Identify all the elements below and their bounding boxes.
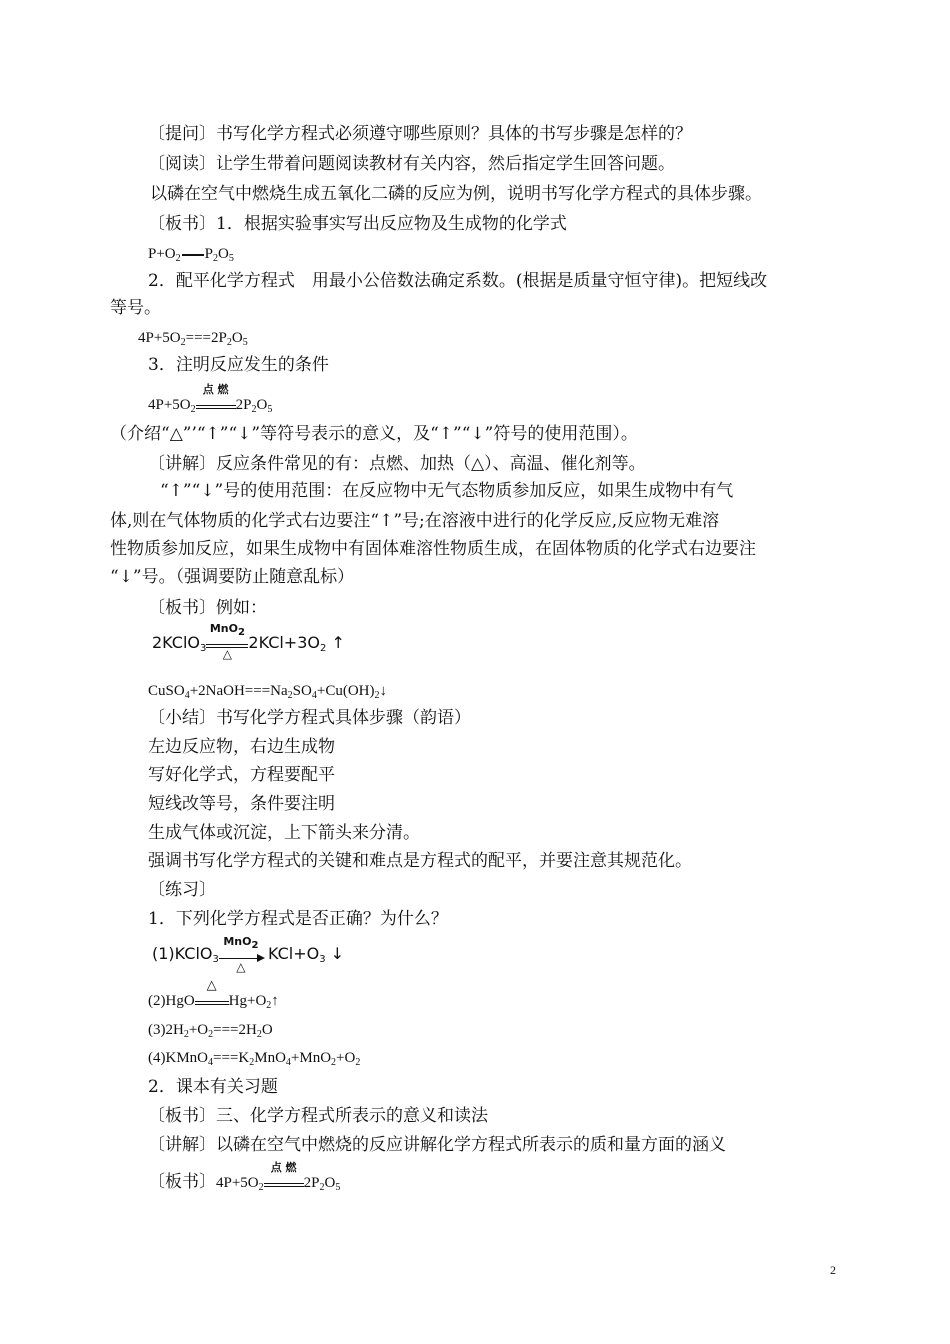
emphasis-line: 强调书写化学方程式的关键和难点是方程式的配平，并要注意其规范化。 bbox=[148, 851, 692, 871]
practice-eq-4: $(4)KMnO_4===K_2MnO_4+MnO_2+O_2$ bbox=[148, 1050, 361, 1068]
intro-line: 以磷在空气中燃烧生成五氧化二磷的反应为例，说明书写化学方程式的具体步骤。 bbox=[150, 184, 762, 204]
explain-conditions: 〔讲解〕反应条件常见的有：点燃、加热（△）、高温、催化剂等。 bbox=[148, 454, 646, 474]
rhyme-line-1: 左边反应物，右边生成物 bbox=[148, 737, 335, 757]
board-step1: 〔板书〕1．根据实验事实写出反应物及生成物的化学式 bbox=[148, 214, 567, 234]
board-step2-cont: 等号。 bbox=[110, 298, 161, 318]
summary-title: 〔小结〕书写化学方程式具体步骤（韵语） bbox=[148, 708, 471, 728]
rhyme-line-2: 写好化学式，方程要配平 bbox=[148, 765, 335, 785]
equation-cuso4: $CuSO_4+2NaOH===Na_2SO_4+Cu(OH)_2↓$ bbox=[148, 683, 387, 701]
condition-ignite: 点 燃 bbox=[202, 383, 229, 396]
rhyme-line-3: 短线改等号，条件要注明 bbox=[148, 794, 335, 814]
board-section3: 〔板书〕三、化学方程式所表示的意义和读法 bbox=[148, 1106, 488, 1126]
arrow-usage-2: 体,则在气体物质的化学式右边要注“↑”号;在溶液中进行的化学反应,反应物无难溶 bbox=[110, 511, 720, 531]
practice-title: 〔练习〕 bbox=[148, 880, 216, 900]
practice-q1: 1．下列化学方程式是否正确？为什么？ bbox=[148, 909, 448, 929]
explain-meaning: 〔讲解〕以磷在空气中燃烧的反应讲解化学方程式所表示的质和量方面的涵义 bbox=[148, 1135, 726, 1155]
equation-kclo3: 2KClO$_3$ MnO$_2$ △ $2KCl+3O_2$ ↑ bbox=[152, 622, 345, 661]
arrow-usage-1: “↑”“↓”号的使用范围：在反应物中无气态物质参加反应，如果生成物中有气 bbox=[160, 481, 734, 501]
page-number: 2 bbox=[830, 1263, 836, 1277]
equation-unbalanced: $P+O_2$ $P_2O_5$ bbox=[148, 246, 234, 264]
practice-q2: 2．课本有关习题 bbox=[148, 1077, 278, 1097]
arrow-usage-4: “↓”号。（强调要防止随意乱标） bbox=[110, 567, 355, 587]
board-final-equation: 〔板书〕$4P+5O_2$ 点 燃 $2P_2O_5$ bbox=[148, 1161, 341, 1193]
equation-balanced: $4P+5O_2===2P_2O_5$ bbox=[138, 330, 248, 348]
symbol-intro: （介绍“△”’“↑”“↓”等符号表示的意义，及“↑”“↓”符号的使用范围）。 bbox=[110, 424, 638, 444]
practice-eq-1: (1)KClO$_3$ MnO$_2$ △ $KCl+O_3$ ↓ bbox=[152, 935, 345, 974]
rhyme-line-4: 生成气体或沉淀，上下箭头来分清。 bbox=[148, 823, 420, 843]
arrow-usage-3: 性物质参加反应，如果生成物中有固体难溶性物质生成，在固体物质的化学式右边要注 bbox=[110, 539, 756, 559]
reading-line: 〔阅读〕让学生带着问题阅读教材有关内容，然后指定学生回答问题。 bbox=[148, 154, 675, 174]
practice-eq-3: $(3)2H_2+O_2===2H_2O$ bbox=[148, 1022, 273, 1040]
practice-eq-2: (2)HgO △ $Hg+O_2↑$ bbox=[148, 978, 279, 1011]
board-step3: 3．注明反应发生的条件 bbox=[148, 355, 329, 375]
question-line: 〔提问〕书写化学方程式必须遵守哪些原则？具体的书写步骤是怎样的？ bbox=[148, 124, 692, 144]
board-example: 〔板书〕例如： bbox=[148, 598, 267, 618]
board-step2: 2．配平化学方程式 用最小公倍数法确定系数。(根据是质量守恒守律)。把短线改 bbox=[148, 271, 768, 291]
equation-with-condition: $4P+5O_2$ 点 燃 $2P_2O_5$ bbox=[148, 383, 273, 415]
